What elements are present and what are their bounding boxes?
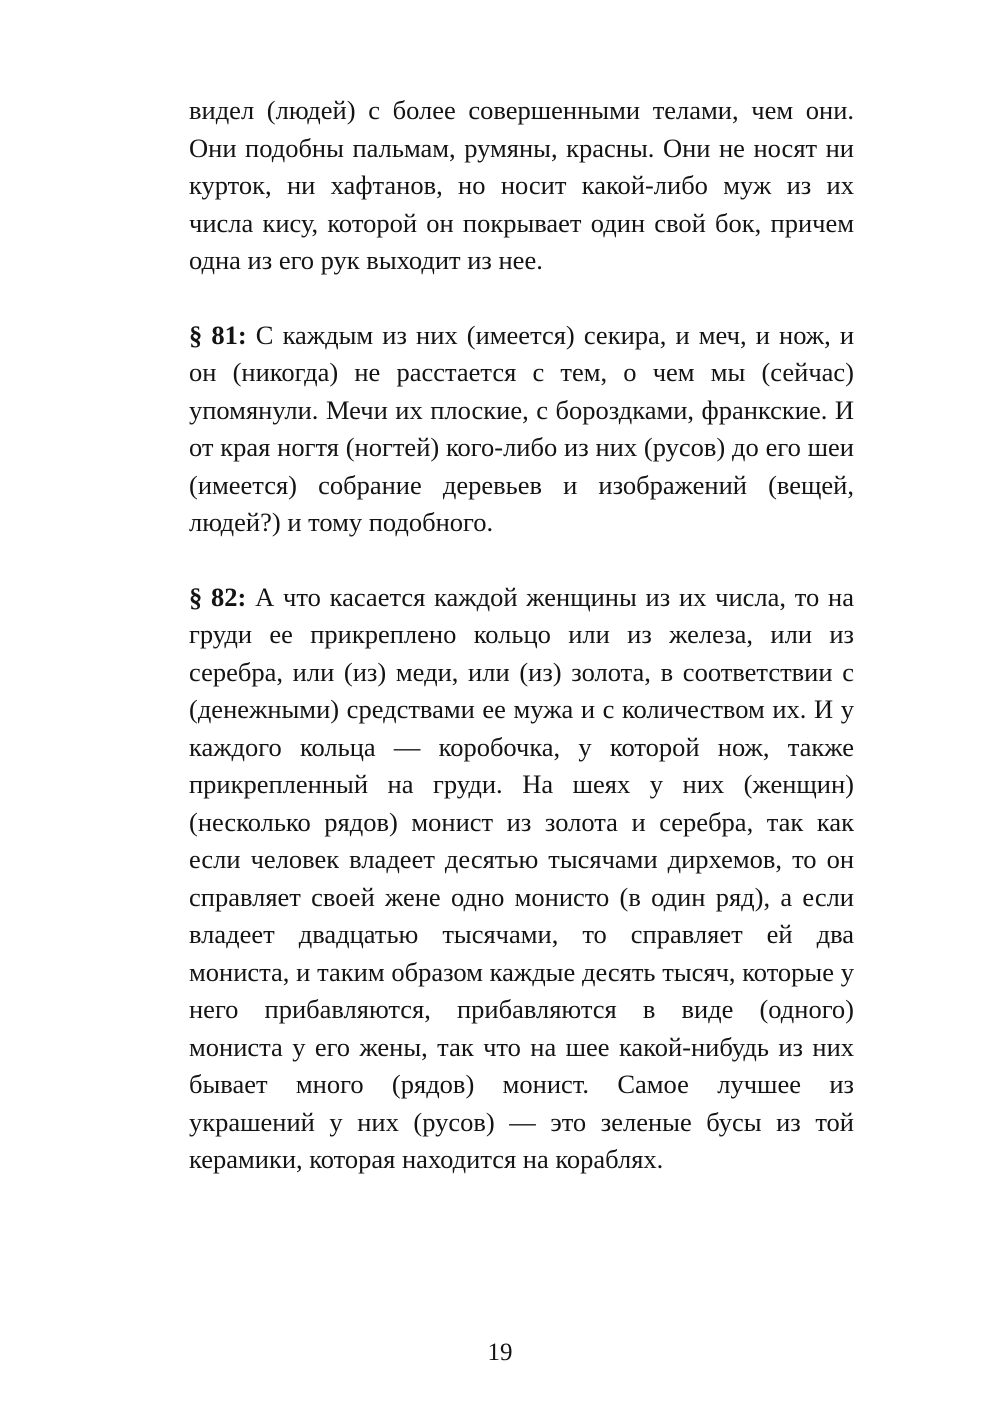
paragraph-text: А что касается каждой женщины из их числа, то на груди ее прикреплено кольцо или из железа, или из серебра, или (из) меди, или (из) золота, в соответствии с (денежными) средствами ее мужа и с количеством их. И у каждого кольца — коробочка, у которой нож, также прикрепленный на груди. На шеях у них (женщин) (несколько рядов) монист из золота и серебра, так как если человек владеет десятью тысячами дирхемов, то он справляет своей жене одно монисто (в один ряд), а если владеет двадцатью тысячами, то справляет ей два мониста, и таким образом каждые десять тысяч, которые у него прибавляются, прибавляются в виде (одного) мониста у его жены, так что на шее какой-нибудь из них бывает много (рядов) монист. Самое лучшее из украшений у них (русов) — это зеленые бусы из той керамики, которая находится на кораблях.	[189, 581, 855, 1174]
page-body	[189, 92, 854, 1179]
section-number: § 82:	[189, 581, 247, 612]
paragraph-continuation	[189, 92, 854, 280]
paragraph-section-81	[189, 317, 854, 542]
section-number: § 81:	[189, 319, 247, 350]
paragraph-text: С каждым из них (имеется) секира, и меч, и нож, и он (никогда) не расстается с тем, о чем мы (сейчас) упомянули. Мечи их плоские, с бороздками, франкские. И от края ногтя (ногтей) кого-либо из них (русов) до его шеи (имеется) собрание деревьев и изображений (вещей, людей?) и тому подобного.	[189, 319, 855, 537]
paragraph-text: видел (людей) с более совершенными телами, чем они. Они подобны пальмам, румяны, красны. Они не носят ни курток, ни хафтанов, но носит какой-либо муж из их числа кису, которой он покрывает один свой бок, причем одна из его рук выходит из нее.	[189, 95, 854, 275]
page-number: 19	[487, 1339, 513, 1366]
paragraph-section-82	[189, 579, 854, 1179]
